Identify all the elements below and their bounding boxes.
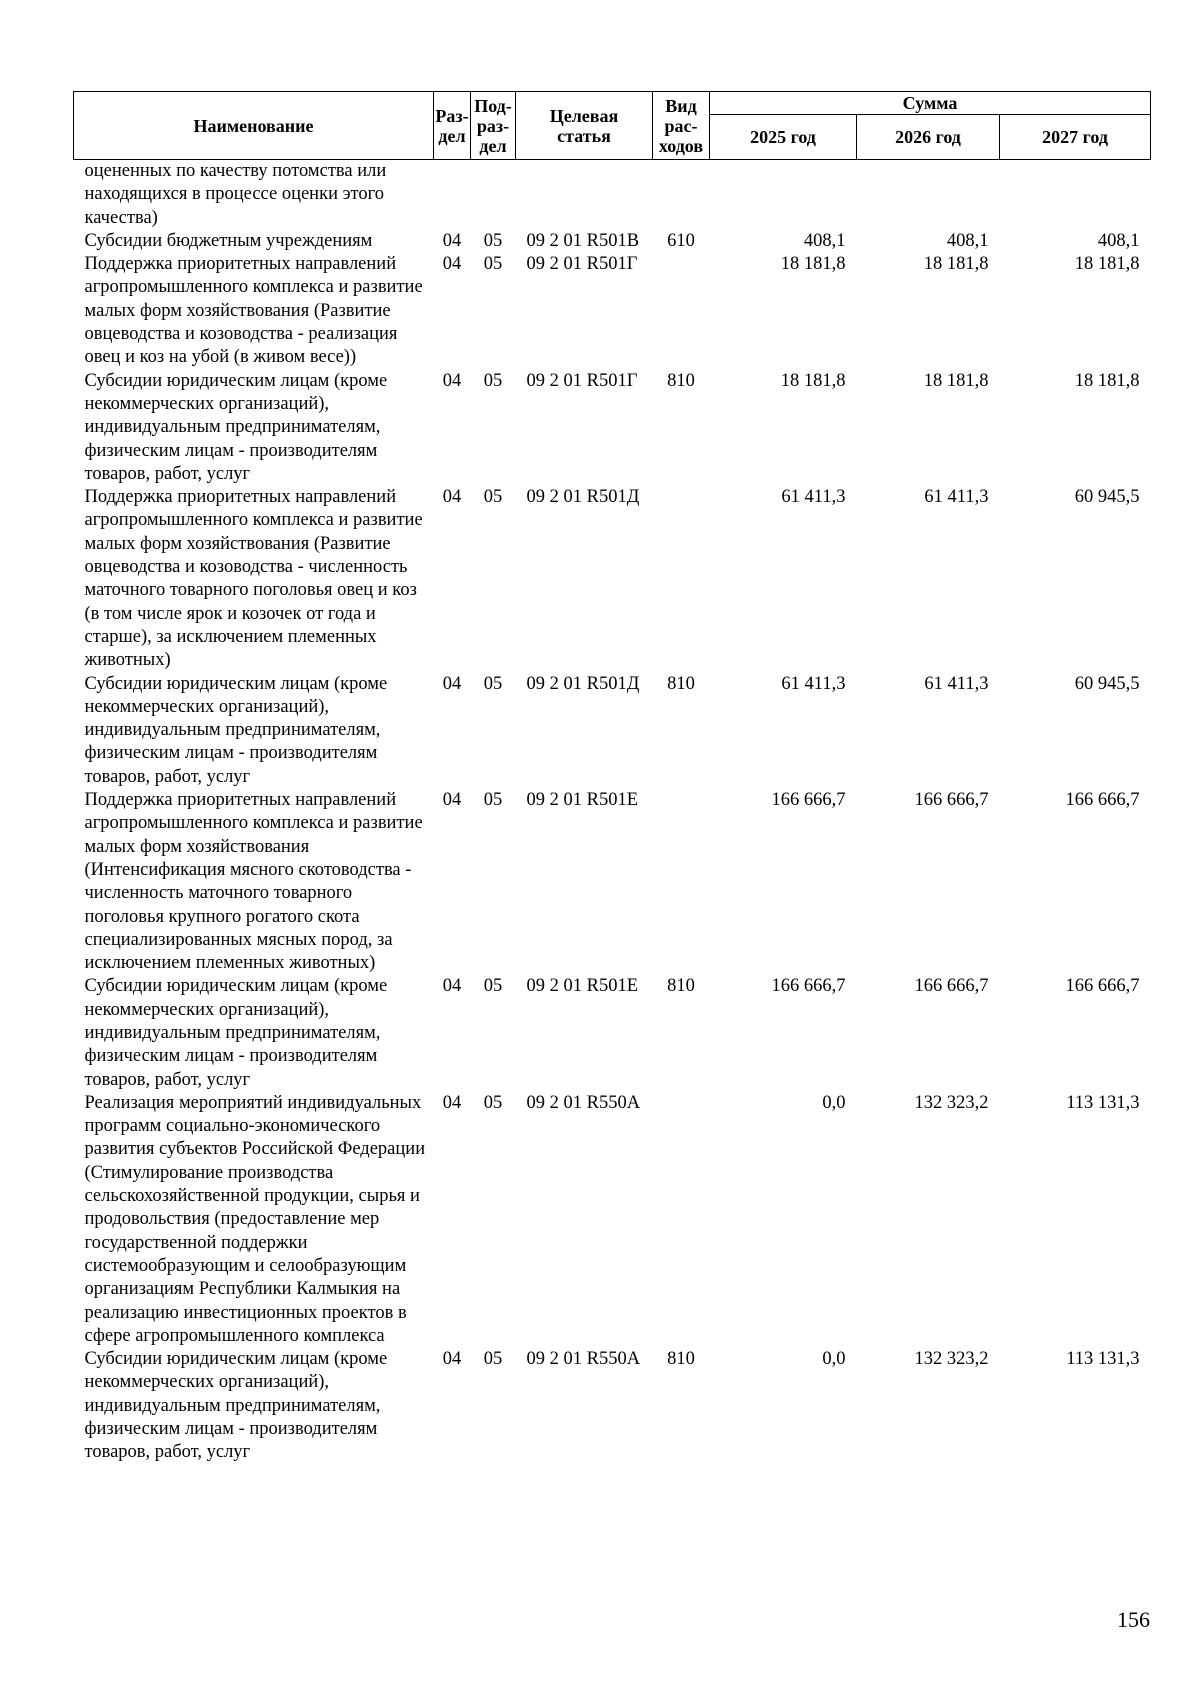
table-row (74, 253, 1151, 369)
cell-section: 04 (442, 487, 462, 508)
cell-article: 09 2 01 R501Д (526, 487, 640, 508)
cell-section: 04 (442, 1092, 462, 1113)
cell-amount-2027: 113 131,3 (1066, 1092, 1140, 1113)
header-subsection: Под- раз- дел (471, 92, 516, 160)
cell-article (516, 160, 653, 230)
cell-expense-type: 810 (667, 673, 695, 694)
cell-article: 09 2 01 R501Е (526, 976, 639, 997)
budget-table (73, 91, 1151, 1465)
header-article: Целевая статья (516, 92, 653, 160)
table-row (74, 160, 1151, 230)
cell-expense-type (653, 160, 710, 230)
cell-amount-2027: 18 181,8 (1074, 254, 1140, 275)
cell-amount-2026: 132 323,2 (914, 1349, 989, 1370)
cell-section: 04 (442, 230, 462, 251)
cell-name: Реализация мероприятий индивидуальных программ социально-экономического развития субъектов Российской Федерации (Стимулирование производства сельскохозяйственной продукции, сырья и продовольствия (предоставление мер государственной поддержки системообразующим и селообразующим организациям Республики Калмыкия на реализацию инвестиционных проектов в сфере агропромышленного комплекса (84, 1092, 426, 1346)
cell-section: 04 (442, 1349, 462, 1370)
cell-article: 09 2 01 R501В (526, 230, 640, 251)
header-year-2027: 2027 год (1000, 115, 1151, 160)
cell-amount-2026 (857, 160, 1000, 230)
table-row (74, 230, 1151, 253)
cell-amount-2026: 18 181,8 (923, 370, 989, 391)
cell-article: 09 2 01 R501Е (526, 790, 639, 811)
cell-name: Поддержка приоритетных направлений агропромышленного комплекса и развитие малых форм хозяйствования (Интенсификация мясного скотоводства - численность маточного товарного поголовья крупного рогатого скота специализированных мясных пород, за исключением племенных животных) (84, 790, 423, 974)
page-number: 156 (1117, 1607, 1150, 1632)
cell-amount-2027: 166 666,7 (1065, 790, 1140, 811)
cell-expense-type: 810 (667, 976, 695, 997)
cell-subsection: 05 (483, 230, 503, 251)
cell-amount-2027: 60 945,5 (1074, 673, 1140, 694)
cell-subsection: 05 (483, 254, 503, 275)
cell-amount-2026: 166 666,7 (914, 976, 989, 997)
cell-amount-2025: 61 411,3 (781, 673, 846, 694)
table-row (74, 1092, 1151, 1348)
cell-subsection: 05 (483, 790, 503, 811)
cell-expense-type (653, 253, 710, 369)
table-row (74, 370, 1151, 486)
cell-subsection: 05 (483, 976, 503, 997)
cell-amount-2027: 408,1 (1097, 230, 1140, 251)
header-expense-type: Вид рас- ходов (653, 92, 710, 160)
cell-expense-type (653, 486, 710, 672)
cell-amount-2026: 166 666,7 (914, 790, 989, 811)
cell-subsection: 05 (483, 487, 503, 508)
cell-section (434, 160, 471, 230)
cell-section: 04 (442, 254, 462, 275)
cell-name: Субсидии юридическим лицам (кроме некоммерческих организаций), индивидуальным предпринимателям, физическим лицам - производителям товаров, работ, услуг (84, 673, 388, 787)
cell-amount-2026: 132 323,2 (914, 1092, 989, 1113)
cell-subsection (471, 160, 516, 230)
cell-article: 09 2 01 R501Г (526, 254, 638, 275)
table-row (74, 789, 1151, 975)
cell-amount-2025 (710, 160, 857, 230)
cell-amount-2025: 166 666,7 (771, 790, 846, 811)
cell-name: Поддержка приоритетных направлений агропромышленного комплекса и развитие малых форм хозяйствования (Развитие овцеводства и козоводства - численность маточного товарного поголовья овец и коз (в том числе ярок и козочек от года и старше), за исключением племенных животных) (84, 487, 423, 671)
cell-amount-2026: 18 181,8 (923, 254, 989, 275)
cell-amount-2027: 18 181,8 (1074, 370, 1140, 391)
cell-article: 09 2 01 R550А (526, 1349, 641, 1370)
table-header (74, 92, 1151, 160)
cell-amount-2027: 113 131,3 (1066, 1349, 1140, 1370)
header-section: Раз- дел (434, 92, 471, 160)
cell-article: 09 2 01 R501Д (526, 673, 640, 694)
cell-amount-2025: 18 181,8 (780, 254, 846, 275)
cell-expense-type (653, 789, 710, 975)
cell-section: 04 (442, 673, 462, 694)
cell-section: 04 (442, 370, 462, 391)
cell-amount-2025: 408,1 (803, 230, 846, 251)
cell-subsection: 05 (483, 1349, 503, 1370)
table-row (74, 1348, 1151, 1464)
cell-name: оцененных по качеству потомства или находящихся в процессе оценки этого качества) (84, 161, 387, 228)
cell-subsection: 05 (483, 370, 503, 391)
cell-expense-type (653, 1092, 710, 1348)
header-name: Наименование (74, 92, 434, 160)
cell-amount-2026: 61 411,3 (924, 487, 989, 508)
cell-subsection: 05 (483, 1092, 503, 1113)
header-year-2025: 2025 год (710, 115, 857, 160)
cell-subsection: 05 (483, 673, 503, 694)
cell-name: Субсидии бюджетным учреждениям (84, 230, 373, 251)
cell-amount-2025: 0,0 (822, 1092, 846, 1113)
table-row (74, 486, 1151, 672)
header-sum: Сумма (710, 92, 1151, 115)
table-row (74, 975, 1151, 1091)
cell-name: Субсидии юридическим лицам (кроме некоммерческих организаций), индивидуальным предпринимателям, физическим лицам - производителям товаров, работ, услуг (84, 976, 388, 1090)
cell-expense-type: 810 (667, 1349, 695, 1370)
cell-name: Субсидии юридическим лицам (кроме некоммерческих организаций), индивидуальным предпринимателям, физическим лицам - производителям товаров, работ, услуг (84, 1349, 388, 1463)
cell-name: Субсидии юридическим лицам (кроме некоммерческих организаций), индивидуальным предпринимателям, физическим лицам - производителям товаров, работ, услуг (84, 370, 388, 484)
cell-amount-2025: 18 181,8 (780, 370, 846, 391)
cell-amount-2027: 166 666,7 (1065, 976, 1140, 997)
cell-amount-2027: 60 945,5 (1074, 487, 1140, 508)
cell-expense-type: 810 (667, 370, 695, 391)
cell-amount-2025: 61 411,3 (781, 487, 846, 508)
cell-section: 04 (442, 976, 462, 997)
cell-article: 09 2 01 R501Г (526, 370, 638, 391)
cell-amount-2026: 61 411,3 (924, 673, 989, 694)
header-year-2026: 2026 год (857, 115, 1000, 160)
cell-expense-type: 610 (667, 230, 695, 251)
cell-amount-2026: 408,1 (946, 230, 989, 251)
table-row (74, 673, 1151, 789)
table-body (74, 160, 1151, 1465)
cell-amount-2025: 0,0 (822, 1349, 846, 1370)
cell-article: 09 2 01 R550А (526, 1092, 641, 1113)
cell-name: Поддержка приоритетных направлений агропромышленного комплекса и развитие малых форм хозяйствования (Развитие овцеводства и козоводства - реализация овец и коз на убой (в живом весе)) (84, 254, 423, 368)
cell-amount-2025: 166 666,7 (771, 976, 846, 997)
cell-section: 04 (442, 790, 462, 811)
cell-amount-2027 (1000, 160, 1151, 230)
